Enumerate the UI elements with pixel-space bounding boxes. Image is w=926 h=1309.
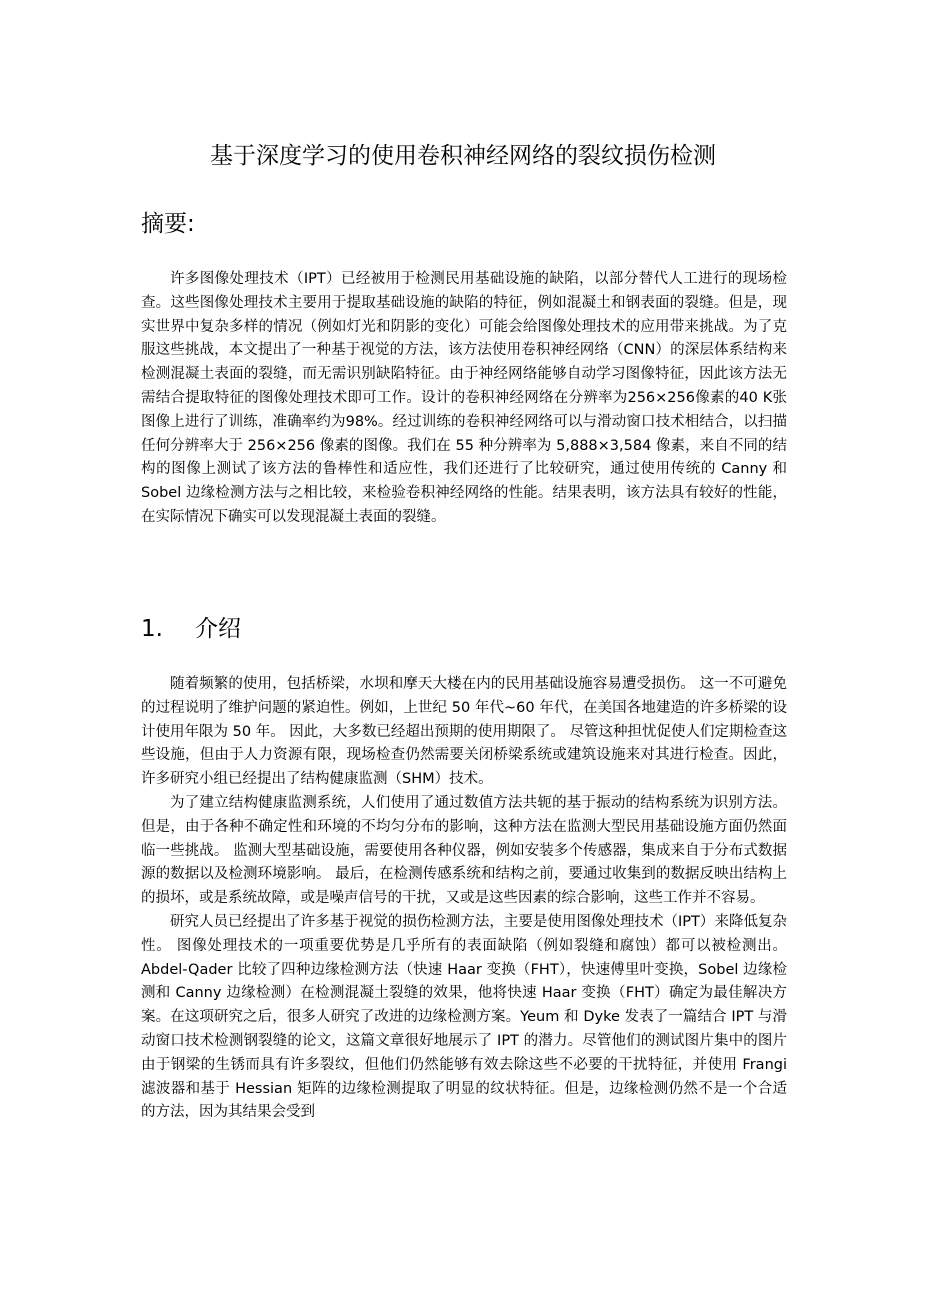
paper-title: 基于深度学习的使用卷积神经网络的裂纹损伤检测 — [210, 143, 716, 169]
abstract-paragraph: 许多图像处理技术（IPT）已经被用于检测民用基础设施的缺陷，以部分替代人工进行的现场检查。这些图像处理技术主要用于提取基础设施的缺陷的特征，例如混凝土和钢表面的裂缝。但是，现实世界中复杂多样的情况（例如灯光和阴影的变化）可能会给图像处理技术的应用带来挑战。为了克服这些挑战，本文提出了一种基于视觉的方法，该方法使用卷积神经网络（CNN）的深层体系结构来检测混凝土表面的裂缝，而无需识别缺陷特征。由于神经网络能够自动学习图像特征，因此该方法无需结合提取特征的图像处理技术即可工作。设计的卷积神经网络在分辨率为256×256像素的40 K张图像上进行了训练，准确率约为98%。经过训练的卷积神经网络可以与滑动窗口技术相结合，以扫描任何分辨率大于 256×256 像素的图像。我们在 55 种分辨率为 5,888×3,584 像素，来自不同的结构的图像上测试了该方法的鲁棒性和适应性，我们还进行了比较研究，通过使用传统的 Canny 和 Sobel 边缘检测方法与之相比较，来检验卷积神经网络的性能。结果表明，该方法具有较好的性能，在实际情况下确实可以发现混凝土表面的裂缝。 — [141, 271, 787, 525]
section-title: 介绍 — [195, 616, 241, 642]
abstract-heading: 摘要: — [141, 211, 195, 237]
introduction-paragraph: 随着频繁的使用，包括桥梁，水坝和摩天大楼在内的民用基础设施容易遭受损伤。 这一不可避免的过程说明了维护问题的紧迫性。例如，上世纪 50 年代~60 年代，在美国各地建造的许多桥梁的设计使用年限为 50 年。 因此，大多数已经超出预期的使用期限了。 尽管这种担忧促使人们定期检查这些设施，但由于人力资源有限，现场检查仍然需要关闭桥梁系统或建筑设施来对其进行检查。因此，许多研究小组已经提出了结构健康监测（SHM）技术。 — [141, 676, 787, 788]
introduction-paragraph: 研究人员已经提出了许多基于视觉的损伤检测方法，主要是使用图像处理技术（IPT）来降低复杂性。 图像处理技术的一项重要优势是几乎所有的表面缺陷（例如裂缝和腐蚀）都可以被检测出。Abdel-Qader 比较了四种边缘检测方法（快速 Haar 变换（FHT），快速傅里叶变换，Sobel 边缘检测和 Canny 边缘检测）在检测混凝土裂缝的效果，他将快速 Haar 变换（FHT）确定为最佳解决方案。在这项研究之后，很多人研究了改进的边缘检测方案。Yeum 和 Dyke 发表了一篇结合 IPT 与滑动窗口技术检测钢裂缝的论文，这篇文章很好地展示了 IPT 的潜力。尽管他们的测试图片集中的图片由于钢梁的生锈而具有许多裂纹，但他们仍然能够有效去除这些不必要的干扰特征，并使用 Frangi 滤波器和基于 Hessian 矩阵的边缘检测提取了明显的纹状特征。但是，边缘检测仍然不是一个合适的方法，因为其结果会受到 — [141, 913, 787, 1121]
section-heading-introduction — [141, 611, 241, 647]
introduction-body — [141, 673, 787, 1125]
introduction-paragraph: 为了建立结构健康监测系统，人们使用了通过数值方法共轭的基于振动的结构系统为识别方法。 但是，由于各种不确定性和环境的不均匀分布的影响，这种方法在监测大型民用基础设施方面仍然面临一些挑战。 监测大型基础设施，需要使用各种仪器，例如安装多个传感器，集成来自于分布式数据源的数据以及检测环境影响。 最后，在检测传感系统和结构之前，要通过收集到的数据反映出结构上的损坏，或是系统故障，或是噪声信号的干扰，又或是这些因素的综合影响，这些工作并不容易。 — [141, 794, 787, 907]
section-number: 1. — [141, 616, 163, 642]
abstract-body — [141, 268, 787, 530]
